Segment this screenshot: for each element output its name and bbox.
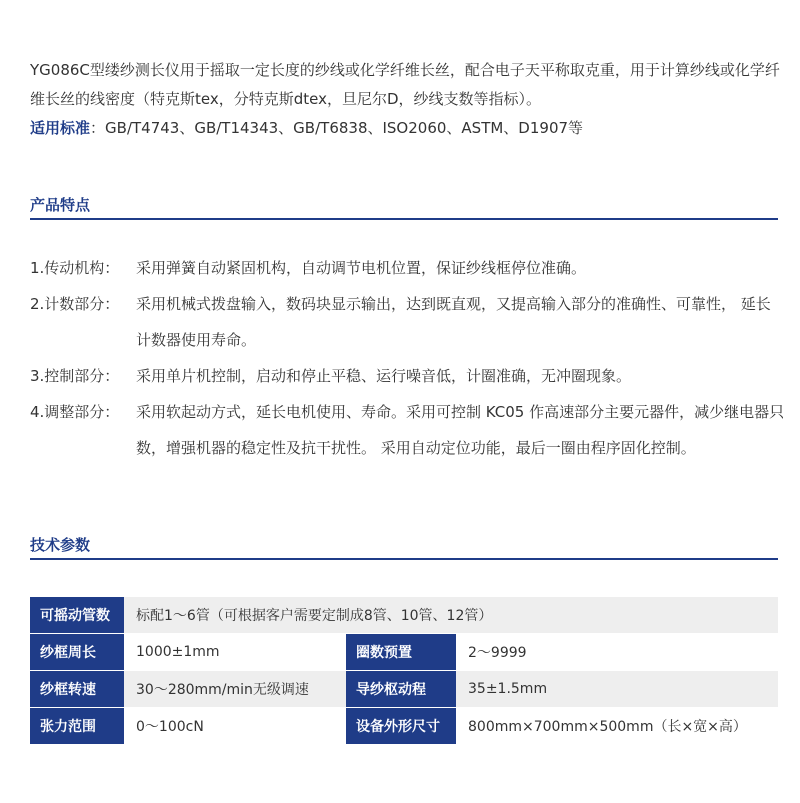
standards-value: GB/T4743、GB/T14343、GB/T6838、ISO2060、ASTM、D1907等	[105, 119, 584, 137]
table-row	[30, 671, 778, 708]
feature-desc: 采用单片机控制，启动和停止平稳、运行噪音低，计圈准确，无冲圈现象。	[136, 367, 632, 385]
params-table	[30, 597, 778, 744]
param-value: 标配1～6管（可根据客户需要定制成8管、10管、12管）	[124, 597, 778, 634]
param-value: 0～100cN	[124, 708, 346, 745]
features-list	[30, 250, 785, 466]
feature-name: 3.控制部分：	[30, 367, 120, 385]
standards-line	[30, 114, 780, 143]
param-key: 导纱枢动程	[346, 671, 456, 708]
standards-colon: ：	[90, 119, 106, 137]
params-divider	[30, 558, 778, 560]
param-key: 可摇动管数	[30, 597, 124, 634]
feature-name: 4.调整部分：	[30, 403, 120, 421]
feature-name: 1.传动机构：	[30, 259, 120, 277]
param-value: 35±1.5mm	[456, 671, 778, 708]
feature-desc: 采用弹簧自动紧固机构，自动调节电机位置，保证纱线框停位准确。	[136, 259, 587, 277]
feature-item-transmission	[30, 250, 785, 286]
intro-paragraph: YG086C型缕纱测长仪用于摇取一定长度的纱线或化学纤维长丝，配合电子天平称取克重，用于计算纱线或化学纤维长丝的线密度（特克斯tex，分特克斯dtex，旦尼尔D，纱线支数等指标）。	[30, 61, 780, 108]
param-value: 2～9999	[456, 634, 778, 671]
features-title: 产品特点	[30, 196, 91, 214]
feature-desc: 采用软起动方式，延长电机使用、寿命。采用可控制 KC05 作高速部分主要元器件，减少继电器只数，增强机器的稳定性及抗干扰性。 采用自动定位功能，最后一圈由程序固化控制。	[136, 403, 785, 457]
param-key: 纱框转速	[30, 671, 124, 708]
feature-item-counting	[30, 286, 785, 358]
feature-desc: 采用机械式拨盘输入，数码块显示输出，达到既直观，又提高输入部分的准确性、可靠性， 延长计数器使用寿命。	[136, 295, 771, 349]
feature-item-adjustment	[30, 394, 785, 466]
feature-item-control	[30, 358, 785, 394]
param-key: 圈数预置	[346, 634, 456, 671]
standards-label: 适用标准	[30, 119, 91, 137]
param-value: 800mm×700mm×500mm（长×宽×高）	[456, 708, 778, 745]
param-key: 纱框周长	[30, 634, 124, 671]
features-divider	[30, 218, 778, 220]
table-row	[30, 708, 778, 745]
feature-name: 2.计数部分：	[30, 295, 120, 313]
param-key: 张力范围	[30, 708, 124, 745]
param-key: 设备外形尺寸	[346, 708, 456, 745]
params-title: 技术参数	[30, 536, 91, 554]
param-value: 1000±1mm	[124, 634, 346, 671]
table-row	[30, 634, 778, 671]
intro-block	[30, 56, 780, 143]
param-value: 30～280mm/min无级调速	[124, 671, 346, 708]
table-row	[30, 597, 778, 634]
